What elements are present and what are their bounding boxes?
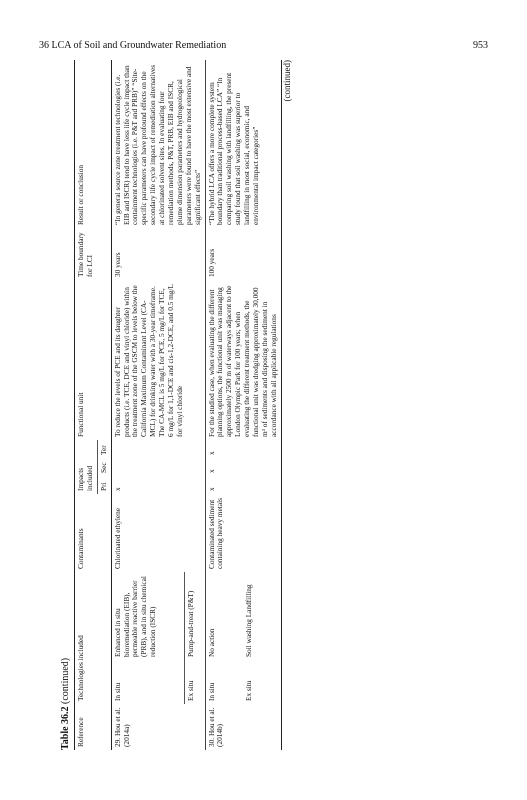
cell-technology: Pump-and-treat (P&T) [184, 572, 205, 660]
cell-sec: x [205, 458, 281, 476]
header-sec: Sec [97, 458, 111, 476]
table-caption [60, 658, 71, 750]
header-result: Result or conclusion [75, 60, 112, 228]
continued-note: (continued) [281, 60, 292, 102]
cell-pri: x [205, 476, 281, 494]
header-technologies: Technologies included [75, 572, 112, 704]
cell-result: “The hybrid LCA offers a more complete system boundary than traditional process-based LCA” “In comparing soil washing with landfilling, the present study found that soil washing was superior to landfilling in most social, economic, and environmental impact categories” [205, 60, 281, 228]
cell-result: “In general source zone treatment technologies (i.e. EIB and ISCR) tend to have less life cycle impact than containment technologies (i.e. P&T and PRB)” “Site-specific parameters can have profound effects on the secondary life cycle impact of remediation alternatives at chlorinated solvent sites. In evaluating four remediation methods, P&T, PRB, EIB and ISCR, plume dimension parameters and hydrogeological parameters were found to have the most extensive and significant effects” [112, 64, 202, 225]
cell-time-boundary: 100 years [205, 228, 281, 280]
cell-time-boundary: 30 years [112, 252, 122, 277]
page-number: 953 [473, 40, 488, 51]
lca-table [74, 60, 282, 750]
table-row [111, 60, 184, 750]
cell-technology: Enhanced in situ bioremediation (EIB), permeable reactive barrier (PRB), and in situ chemical reduction (ISCR) [112, 576, 158, 657]
cell-location: Ex situ [244, 680, 254, 701]
chapter-title: 36 LCA of Soil and Groundwater Remediation [39, 40, 227, 51]
cell-technology: Soil washing Landfilling [244, 584, 254, 657]
cell-functional-unit: To reduce the levels of PCE and its daughter products (i.e. TCE, DCE and vinyl chloride) within the treatment zone of the GSCM to levels below the California Maximum Contaminant Level (CA-MCL) for drinking water with a 30-year timeframe. The CA-MCL is 5 mg/L for PCE, 5 mg/L for TCE, 6 mg/L for 1,1-DCE and cis-1,2-DCE, and 0.5 mg/L for vinyl chloride [112, 284, 184, 437]
cell-contaminants: Contaminated sediment containing heavy metals [205, 494, 281, 572]
cell-ter: x [205, 440, 281, 458]
cell-sec [111, 458, 205, 476]
cell-technology: No action [205, 572, 243, 660]
header-reference: Reference [75, 704, 112, 750]
cell-location: In situ [205, 660, 243, 704]
header-functional-unit: Functional unit [75, 280, 112, 440]
rotated-table-block [60, 60, 480, 750]
cell-location: Ex situ [184, 660, 205, 704]
cell-reference: 30. Hou et al. (2014b) [205, 704, 281, 750]
cell-ter [111, 440, 205, 458]
cell-contaminants: Chlorinated ethylene [112, 507, 122, 569]
cell-reference: 29. Hou et al. (2014a) [112, 707, 131, 747]
header-contaminants: Contaminants [75, 494, 112, 572]
cell-location: In situ [112, 682, 122, 701]
table-caption-label: Table 36.2 [60, 706, 71, 750]
table-row [205, 60, 243, 750]
header-time-boundary: Time boundary for LCI [75, 228, 112, 280]
header-impacts: Impacts included [75, 440, 98, 494]
header-pri: Pri [97, 476, 111, 494]
running-head [39, 40, 488, 54]
header-ter: Ter [97, 440, 111, 458]
table-header-row [75, 60, 98, 750]
table-caption-continued: (continued) [60, 657, 71, 704]
cell-functional-unit: For the studied case, when evaluating the different planning options, the functional unit was managing approximately 2500 m of waterways adjacent to the London Olympic Park for 100 years; when evaluating the different treatment methods, the functional unit was dredging approximately 30,000 m³ of sediments and disposing the sediment in accordance with all applicable regulations [205, 280, 281, 440]
cell-pri: x [112, 487, 122, 491]
